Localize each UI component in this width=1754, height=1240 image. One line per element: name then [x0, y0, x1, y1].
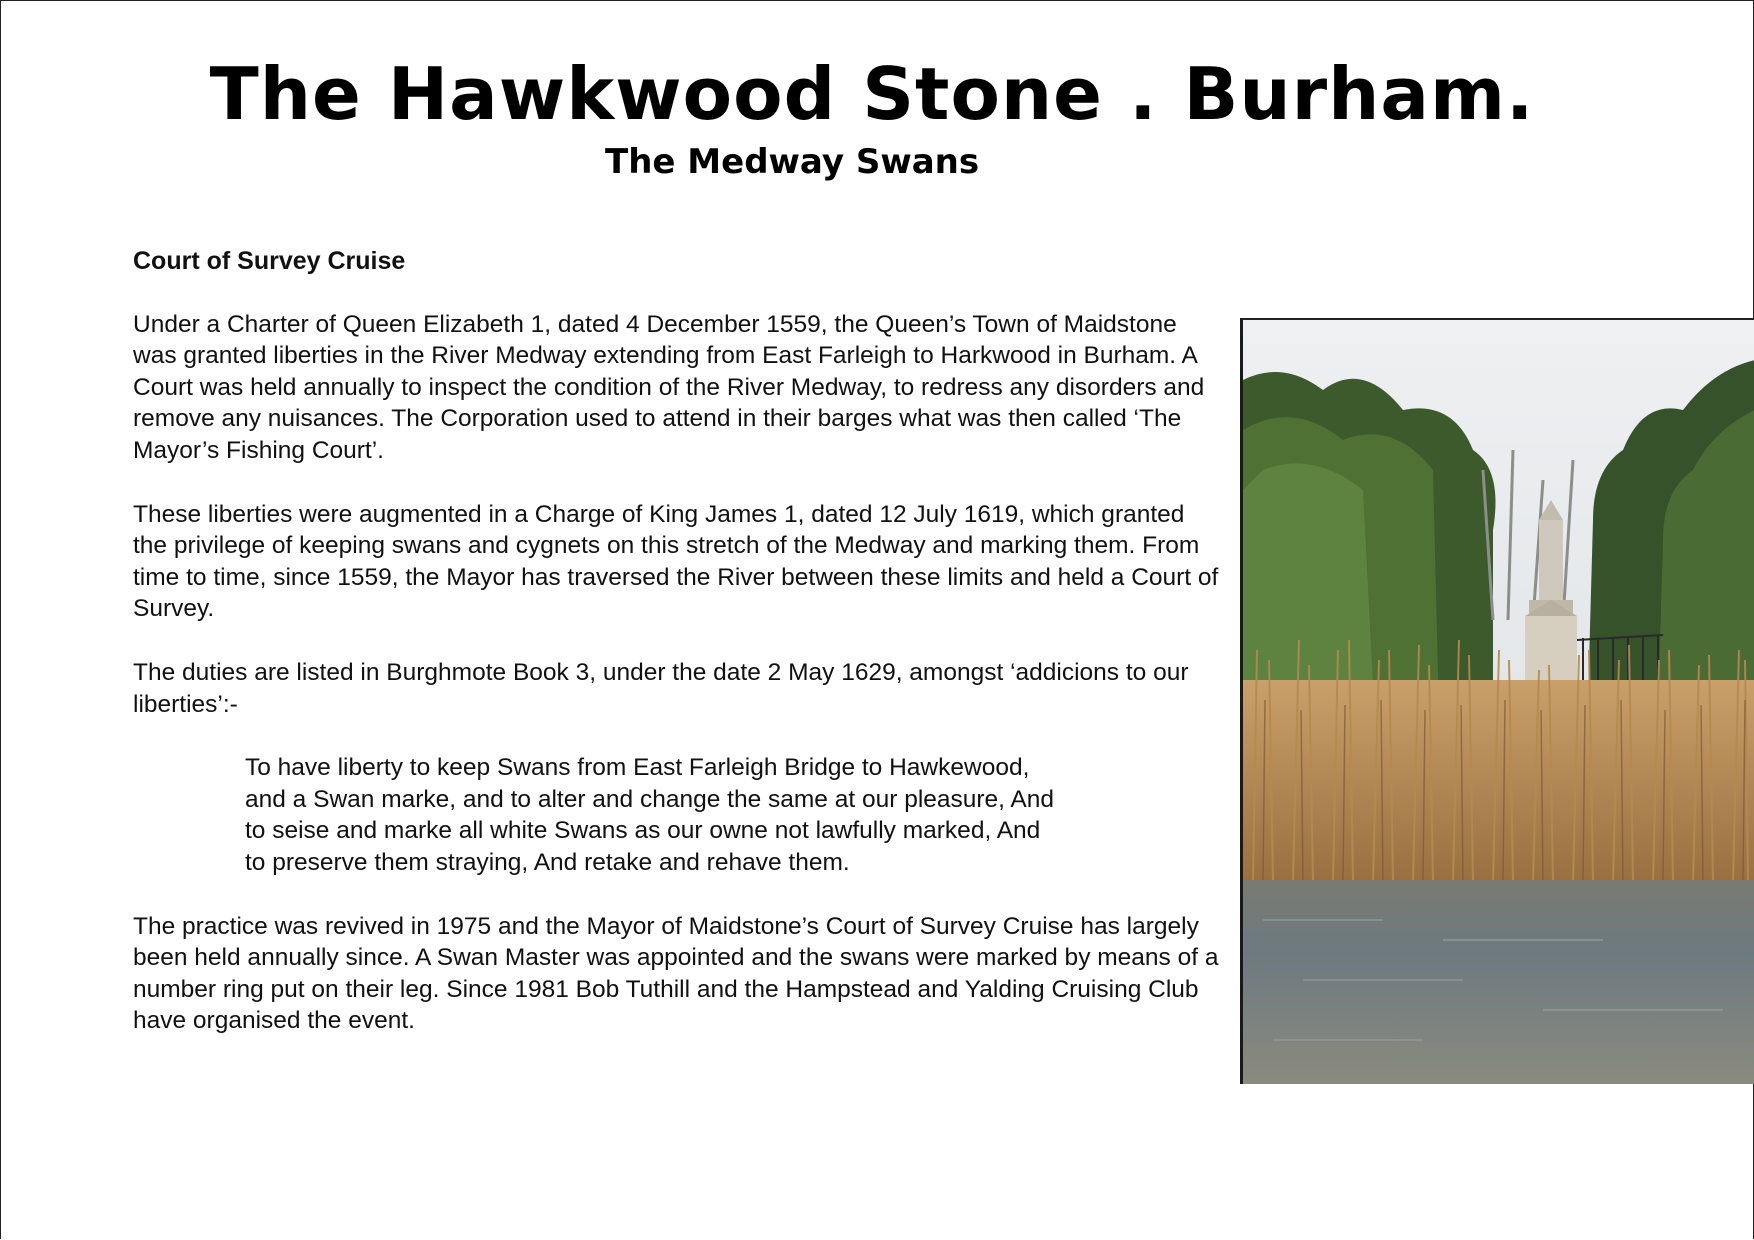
- section-heading: Court of Survey Cruise: [133, 247, 406, 275]
- photo-illustration: [1243, 320, 1754, 1084]
- quote-line: To have liberty to keep Swans from East Farleigh Bridge to Hawkewood,: [245, 754, 1030, 782]
- quote-line: to seise and marke all white Swans as our owne not lawfully marked, And: [245, 817, 1041, 845]
- paragraph-liberties: These liberties were augmented in a Charge of King James 1, dated 12 July 1619, which granted the privilege of keeping swans and cygnets on this stretch of the Medway and marking them. From time to time, since 1559, the Mayor has traversed the River between these limits and held a Court of Survey.: [133, 500, 1219, 623]
- paragraph-duties: The duties are listed in Burghmote Book 3, under the date 2 May 1629, amongst ‘addicions to our liberties’:-: [133, 658, 1189, 718]
- paragraph-revival: The practice was revived in 1975 and the Mayor of Maidstone’s Court of Survey Cruise has largely been held annually since. A Swan Master was appointed and the swans were marked by means of a number ring put on their leg. Since 1981 Bob Tuthill and the Hampstead and Yalding Cruising Club have organised the event.: [133, 912, 1219, 1035]
- paragraph-charter: Under a Charter of Queen Elizabeth 1, dated 4 December 1559, the Queen’s Town of Maidstone was granted liberties in the River Medway extending from East Farleigh to Harkwood in Burham. A Court was held annually to inspect the condition of the River Medway, to redress any disorders and remove any nuisances. The Corporation used to attend in their barges what was then called ‘The Mayor’s Fishing Court’.: [133, 310, 1205, 464]
- title-text: The Hawkwood Stone . Burham.: [209, 52, 1535, 136]
- hawkwood-stone-photo: [1240, 318, 1754, 1084]
- page-title: [0, 52, 1754, 136]
- page-subtitle: The Medway Swans: [605, 142, 980, 182]
- block-quote: [245, 752, 1105, 878]
- quote-line: to preserve them straying, And retake and rehave them.: [245, 848, 850, 876]
- quote-line: and a Swan marke, and to alter and change the same at our pleasure, And: [245, 785, 1055, 813]
- article-body: [133, 246, 1223, 1069]
